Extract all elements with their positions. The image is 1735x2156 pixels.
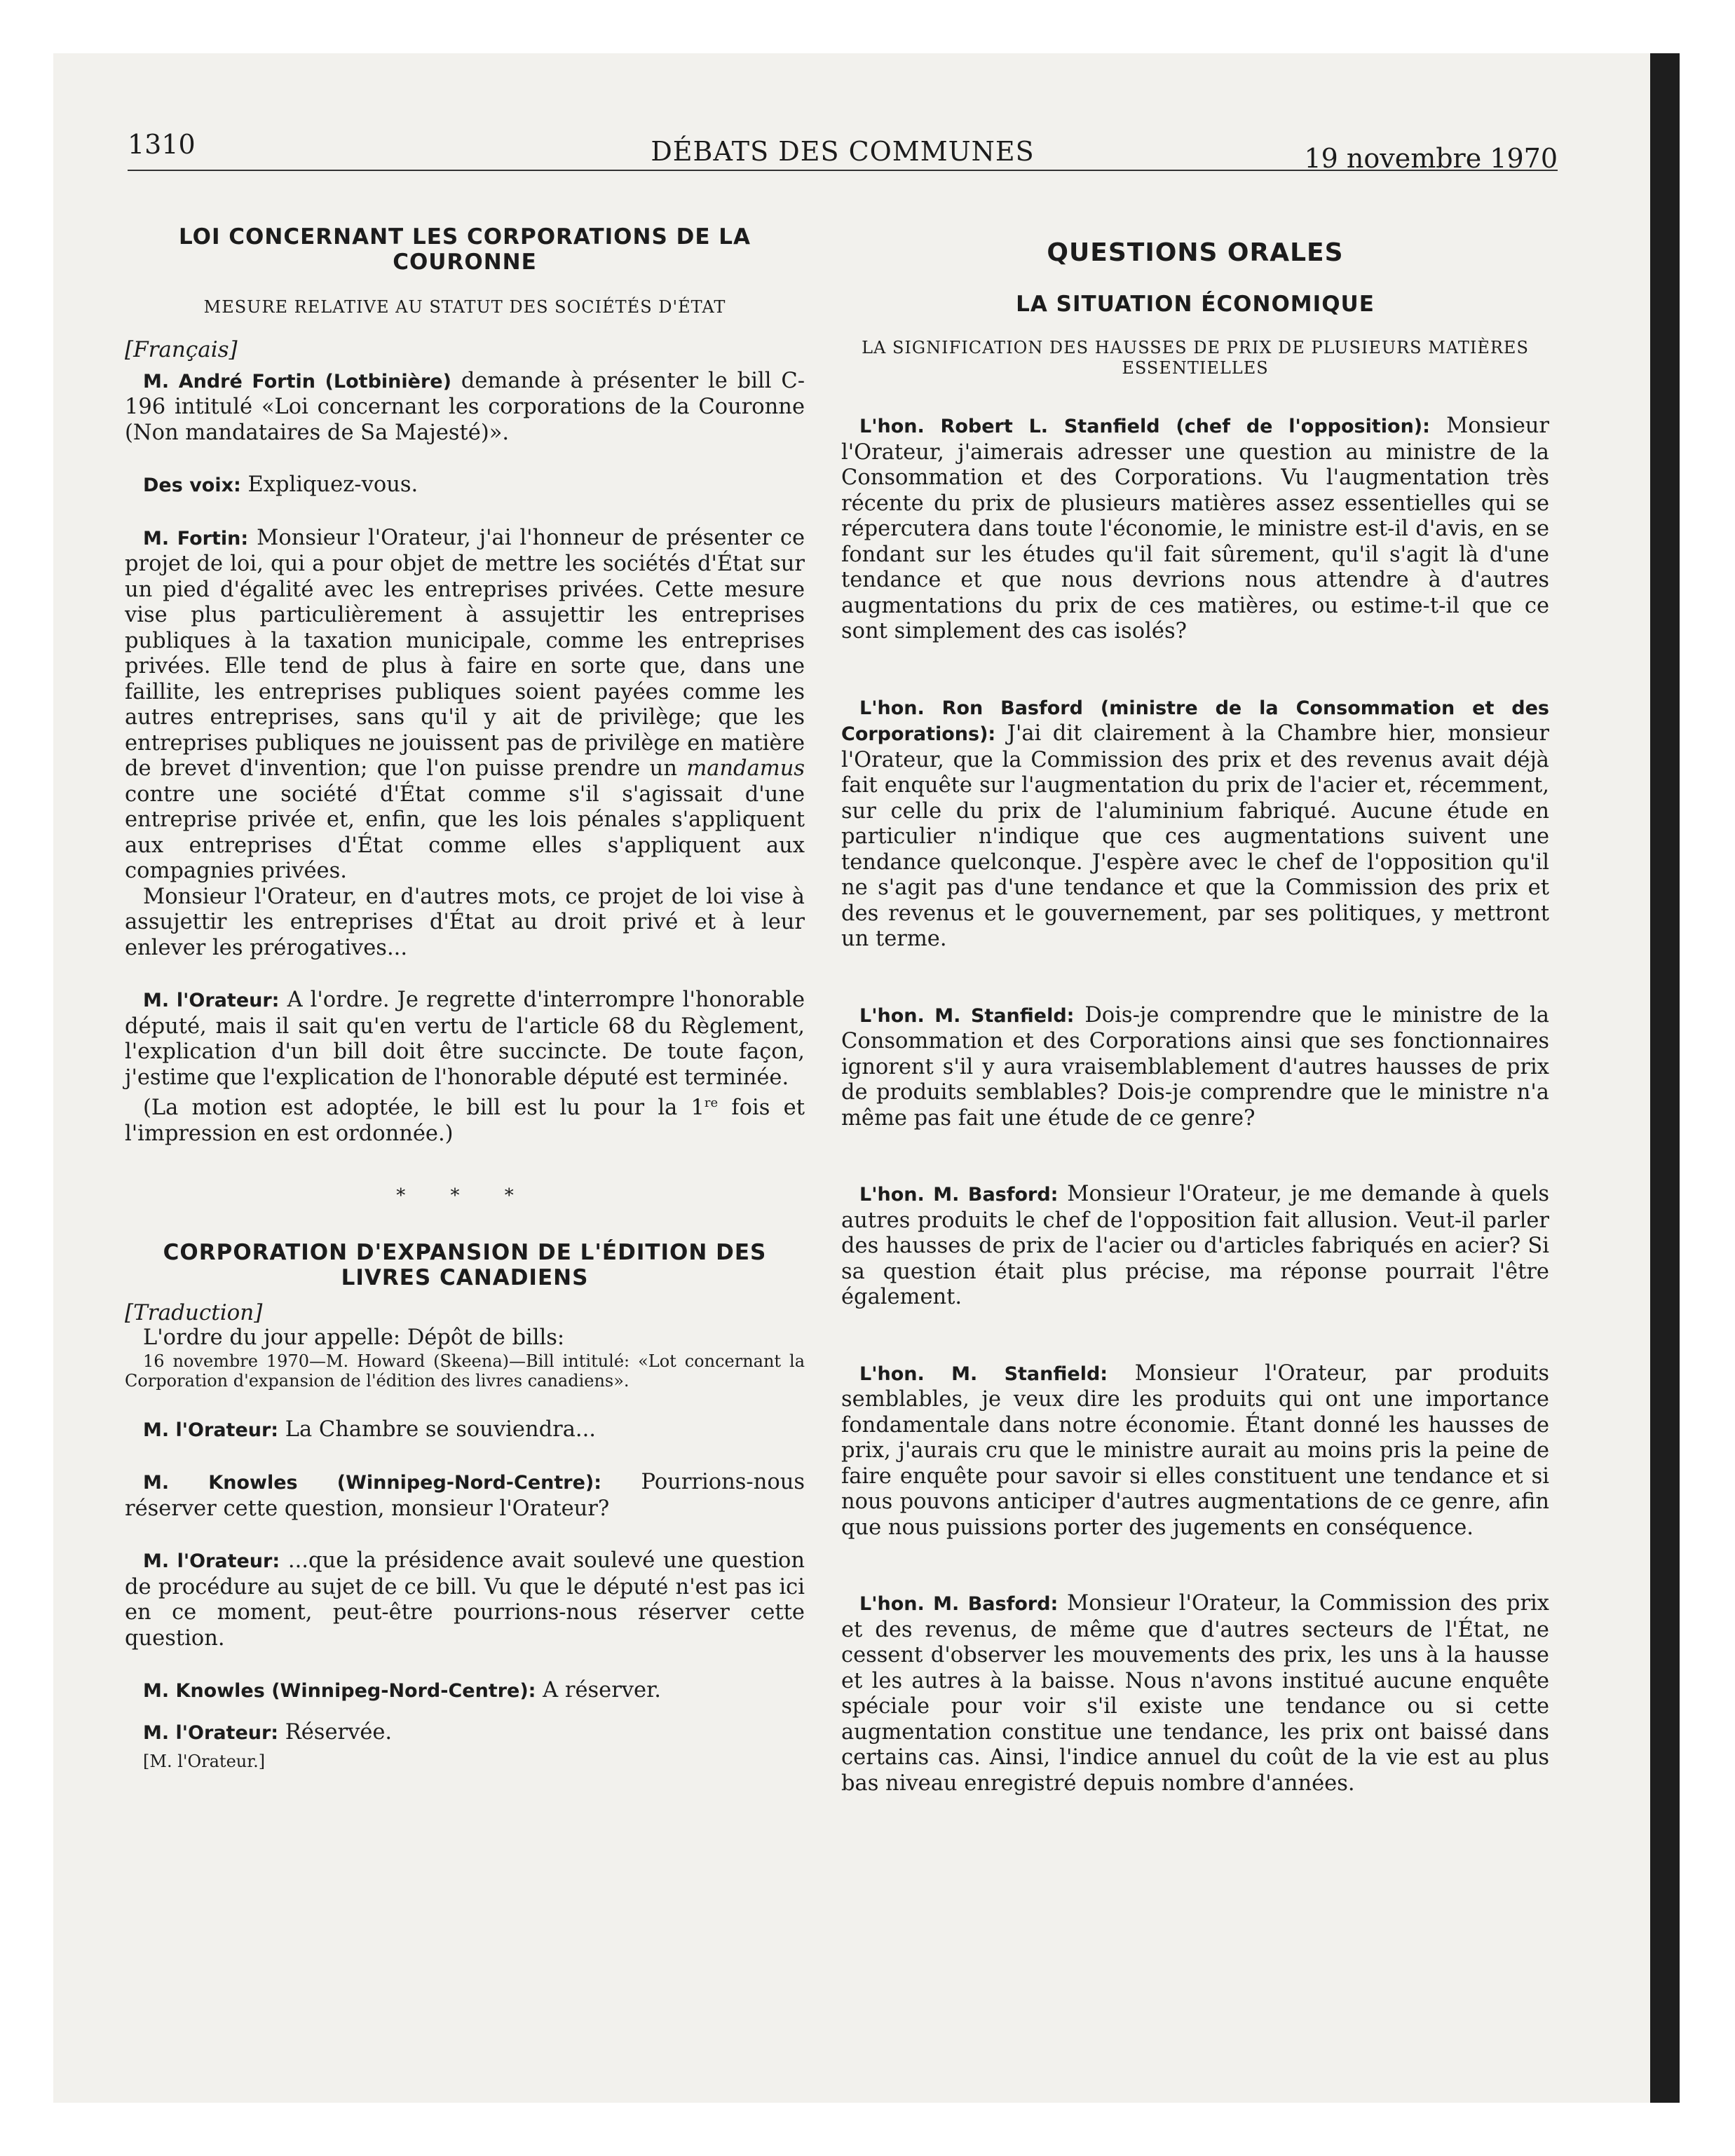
- scan-edge-bar: [1650, 53, 1680, 2103]
- language-marker: [Traduction]: [125, 1299, 263, 1325]
- speaker-name: M. l'Orateur:: [143, 1419, 279, 1441]
- paragraph: M. Knowles (Winnipeg-Nord-Centre): Pourrions-nous réserver cette question, monsieur l'Orateur?: [125, 1470, 805, 1521]
- speaker-name: L'hon. M. Basford:: [859, 1184, 1059, 1206]
- speaker-name: M. l'Orateur:: [143, 1550, 280, 1573]
- section-heading: QUESTIONS ORALES: [1047, 238, 1344, 267]
- publication-title: DÉBATS DES COMMUNES: [651, 136, 1035, 167]
- paragraph: L'hon. M. Basford: Monsieur l'Orateur, je me demande à quels autres produits le chef de l'opposition fait allusion. Veut-il parler des hausses de prix de l'acier ou d'articles fabriqués en acier? Si sa question était plus précise, ma réponse pourrait l'être également.: [841, 1182, 1549, 1309]
- section-heading: CORPORATION D'EXPANSION DE L'ÉDITION DES LIVRES CANADIENS: [163, 1239, 767, 1290]
- paragraph: M. Knowles (Winnipeg-Nord-Centre): A réserver.: [143, 1678, 662, 1703]
- section-subheading: MESURE RELATIVE AU STATUT DES SOCIÉTÉS D'ÉTAT: [203, 297, 726, 317]
- header-rule: [128, 170, 1558, 171]
- paragraph: M. l'Orateur: Réservée.: [143, 1719, 393, 1745]
- speaker-name: L'hon. Ron Basford (ministre de la Consommation et des Corporations):: [841, 697, 1549, 745]
- paragraph: L'hon. M. Stanfield: Monsieur l'Orateur, par produits semblables, je veux dire les produits qui ont une importance fondamentale dans notre économie. Étant donné les hausses de prix, j'aurais cru que le ministre aurait au moins pris la peine de faire enquête pour savoir si elles constituent une tendance et si nous pouvons anticiper d'autres augmentations de ce genre, afin que nous puissions porter des jugements en conséquence.: [841, 1360, 1549, 1540]
- paragraph: L'hon. Robert L. Stanfield (chef de l'opposition): Monsieur l'Orateur, j'aimerais adresser une question au ministre de la Consommation et des Corporations. Vu l'augmentation très récente du prix de plusieurs matières assez essentielles qui se répercutera dans toute l'économie, le ministre est-il d'avis, en se fondant sur les études qu'il fait sûrement, qu'il s'agit là d'une tendance et que nous devrions nous attendre à d'autres augmentations du prix de ces matières, ou estime-t-il que ce sont simplement des cas isolés?: [841, 414, 1549, 643]
- paragraph: M. Fortin: Monsieur l'Orateur, j'ai l'honneur de présenter ce projet de loi, qui a pour objet de mettre les sociétés d'État sur un pied d'égalité avec les entreprises privées. Cette mesure vise plus particulièrement à assujettir les entreprises publiques à la taxation municipale, comme les entreprises privées. Elle tend de plus à faire en sorte que, dans une faillite, les entreprises publiques soient payées comme les autres entreprises, sans qu'il y ait de privilège; que les entreprises publiques ne jouissent pas de privilège en matière de brevet d'invention; que l'on puisse prendre un mandamus contre une société d'État comme s'il s'agissait d'une entreprise privée et, enfin, que les lois pénales s'appliquent aux entreprises d'État comme elles s'appliquent aux compagnies privées.: [125, 525, 805, 883]
- speaker-name: M. André Fortin (Lotbinière): [143, 370, 451, 393]
- paragraph: M. l'Orateur: ...que la présidence avait soulevé une question de procédure au sujet de ce bill. Vu que le député n'est pas ici en ce moment, peut-être pourrions-nous réserver cette question.: [125, 1548, 805, 1651]
- speaker-name: M. Knowles (Winnipeg-Nord-Centre):: [143, 1472, 602, 1494]
- paragraph: M. l'Orateur: La Chambre se souviendra...: [143, 1417, 596, 1442]
- paragraph: Des voix: Expliquez-vous.: [143, 472, 419, 497]
- left-column: [125, 224, 805, 1771]
- section-subheading: LA SITUATION ÉCONOMIQUE: [1016, 292, 1375, 317]
- page-header: [128, 121, 1558, 177]
- paragraph: M. l'Orateur: A l'ordre. Je regrette d'interrompre l'honorable député, mais il sait qu'en vertu de l'article 68 du Règlement, l'explication d'un bill doit être succincte. De toute façon, j'estime que l'explication de l'honorable député est terminée.: [125, 988, 805, 1090]
- speaker-name: Des voix:: [143, 475, 241, 496]
- paragraph: L'hon. M. Stanfield: Dois-je comprendre que le ministre de la Consommation et des Corporations ainsi que ses fonctionnaires ignorent s'il y aura vraisemblablement d'autres hausses de prix de produits semblables? Dois-je comprendre que le ministre n'a même pas fait une étude de ce genre?: [841, 1002, 1549, 1131]
- speaker-name: M. l'Orateur:: [143, 990, 280, 1011]
- paragraph: L'hon. M. Basford: Monsieur l'Orateur, la Commission des prix et des revenus, de même que d'autres secteurs de l'État, ne cessent d'observer les mouvements des prix, les uns à la hausse et les autres à la baisse. Nous n'avons institué aucune enquête spéciale pour voir s'il existe une tendance ou si cette augmentation constitue une tendance, les prix ont baissé dans certains cas. Ainsi, l'indice annuel du coût de la vie est au plus bas niveau enregistré depuis nombre d'années.: [841, 1591, 1549, 1796]
- page-number: 1310: [128, 129, 196, 160]
- language-marker: [Français]: [125, 337, 238, 362]
- topic-heading: LA SIGNIFICATION DES HAUSSES DE PRIX DE PLUSIEURS MATIÈRES ESSENTIELLES: [862, 338, 1529, 378]
- right-column: [841, 224, 1549, 1796]
- speaker-name: M. Fortin:: [143, 527, 249, 550]
- speaker-name: L'hon. M. Stanfield:: [859, 1363, 1108, 1385]
- section-separator: * * *: [396, 1185, 533, 1207]
- speaker-name: L'hon. Robert L. Stanfield (chef de l'opposition):: [859, 416, 1430, 437]
- paragraph: L'ordre du jour appelle: Dépôt de bills:: [143, 1325, 565, 1351]
- section-heading: LOI CONCERNANT LES CORPORATIONS DE LA COURONNE: [178, 224, 751, 275]
- footer-note: [M. l'Orateur.]: [143, 1752, 266, 1772]
- paragraph: (La motion est adoptée, le bill est lu pour la 1re fois et l'impression en est ordonnée.): [125, 1096, 805, 1146]
- speaker-name: L'hon. M. Basford:: [859, 1593, 1059, 1615]
- speaker-name: M. l'Orateur:: [143, 1721, 279, 1744]
- issue-date: 19 novembre 1970: [1304, 143, 1558, 174]
- paragraph: M. André Fortin (Lotbinière) demande à présenter le bill C-196 intitulé «Loi concernant les corporations de la Couronne (Non mandataires de Sa Majesté)».: [125, 368, 805, 445]
- paragraph: L'hon. Ron Basford (ministre de la Consommation et des Corporations): J'ai dit clairement à la Chambre hier, monsieur l'Orateur, que la Commission des prix et des revenus avait déjà fait enquête sur l'augmentation du prix de l'acier et, récemment, sur celle du prix de l'aluminium fabriqué. Aucune étude en particulier n'indique que ces augmentations suivent une tendance quelconque. J'espère avec le chef de l'opposition qu'il ne s'agit pas d'une tendance et que la Commission des prix et des revenus et le gouvernement, par ses politiques, y mettront un terme.: [841, 697, 1549, 951]
- speaker-name: L'hon. M. Stanfield:: [859, 1004, 1075, 1027]
- order-paper-entry: 16 novembre 1970—M. Howard (Skeena)—Bill intitulé: «Lot concernant la Corporation d'expansion de l'édition des livres canadiens».: [125, 1351, 805, 1391]
- paragraph: Monsieur l'Orateur, en d'autres mots, ce projet de loi vise à assujettir les entreprises d'État au droit privé et à leur enlever les prérogatives...: [125, 884, 805, 960]
- speaker-name: M. Knowles (Winnipeg-Nord-Centre):: [143, 1680, 536, 1703]
